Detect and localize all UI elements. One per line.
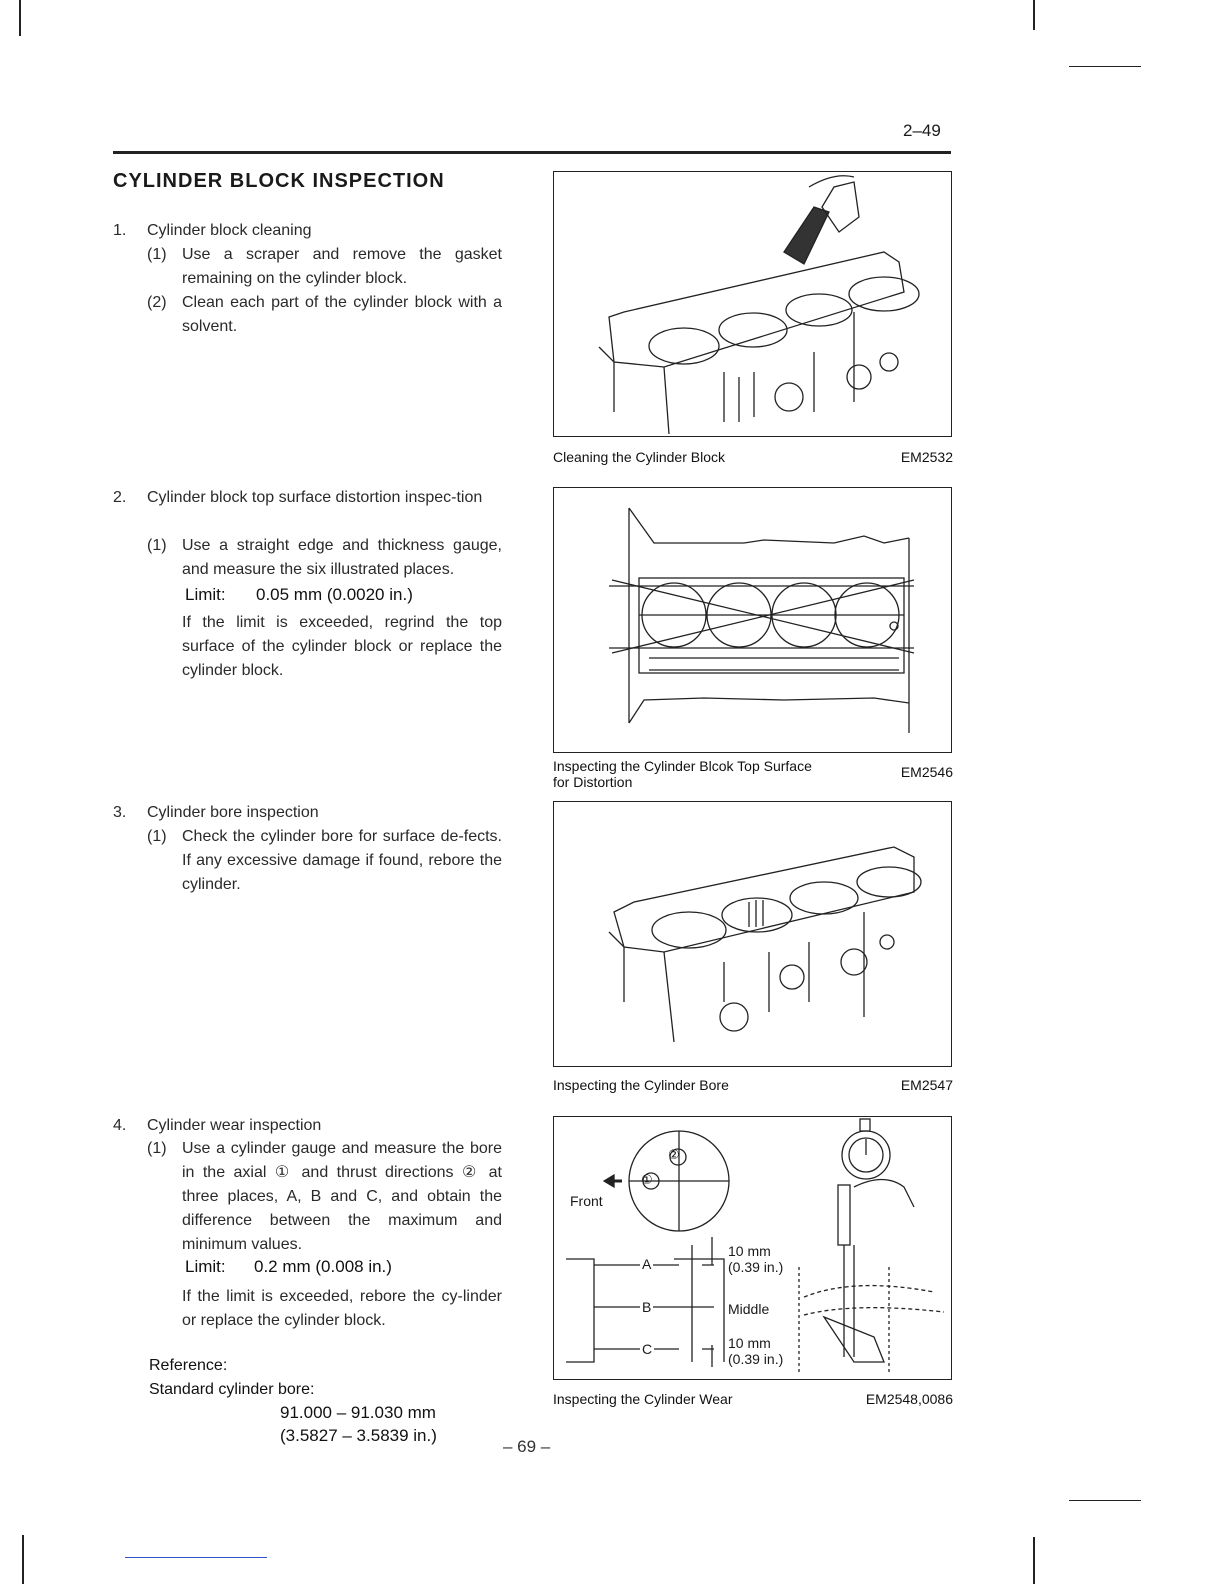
step-title: Cylinder bore inspection — [147, 804, 319, 821]
wear-circle-1: ① — [641, 1172, 653, 1187]
crop-mark — [1033, 1537, 1035, 1584]
wear-circle-2: ② — [668, 1147, 680, 1162]
bore-illustration — [554, 802, 951, 1066]
figure-code: EM2532 — [900, 449, 953, 465]
footer-line — [125, 1557, 267, 1558]
wear-bottom-in: (0.39 in.) — [728, 1351, 784, 1367]
figure-bore — [553, 801, 952, 1067]
step-title: Cylinder block cleaning — [147, 222, 312, 239]
substep-text: Use a cylinder gauge and measure the bore in the axial ① and thrust directions ② at three places, A, B and C, and obtain the difference between the maximum and minimum values. — [182, 1140, 502, 1253]
figure-code: EM2547 — [900, 1077, 953, 1093]
step-number: 2. — [113, 489, 127, 506]
wear-label-b: B — [642, 1299, 652, 1315]
crop-mark — [22, 1535, 24, 1584]
wear-front-label: Front — [570, 1193, 603, 1209]
step-title: Cylinder block top surface distortion inspec-tion — [147, 489, 483, 506]
wear-label-c: C — [642, 1341, 653, 1357]
figure-caption: Inspecting the Cylinder Bore — [553, 1077, 729, 1093]
header-rule — [113, 151, 951, 154]
substep-number: (1) — [147, 828, 167, 845]
step-note: If the limit is exceeded, rebore the cy-linder or replace the cylinder block. — [182, 1288, 502, 1329]
limit-label: Limit: — [185, 585, 226, 604]
wear-middle: Middle — [728, 1301, 770, 1317]
substep-number: (1) — [147, 246, 167, 263]
crop-mark — [1069, 1500, 1141, 1501]
figure-code: EM2548,0086 — [865, 1391, 953, 1407]
substep-text: Use a straight edge and thickness gauge, and measure the six illustrated places. — [182, 537, 502, 578]
step-number: 3. — [113, 804, 127, 821]
footer-page-number: – 69 – — [503, 1437, 551, 1456]
substep-text: Check the cylinder bore for surface de-fects. If any excessive damage if found, rebore the cylinder. — [182, 828, 502, 893]
substep-number: (1) — [147, 1140, 167, 1157]
wear-top-mm: 10 mm — [728, 1243, 771, 1259]
substep-number: (2) — [147, 294, 167, 311]
figure-distortion — [553, 487, 952, 753]
limit-value: 0.05 mm (0.0020 in.) — [256, 585, 413, 604]
wear-bottom-mm: 10 mm — [728, 1335, 771, 1351]
reference-value-mm: 91.000 – 91.030 mm — [280, 1403, 436, 1422]
distortion-illustration — [554, 488, 951, 752]
wear-label-a: A — [642, 1256, 652, 1272]
reference-value-in: (3.5827 – 3.5839 in.) — [280, 1426, 437, 1445]
step-note: If the limit is exceeded, regrind the top surface of the cylinder block or replace the cylinder block. — [182, 614, 502, 679]
step-title: Cylinder wear inspection — [147, 1117, 322, 1134]
crop-mark — [1033, 0, 1035, 30]
wear-top-in: (0.39 in.) — [728, 1259, 784, 1275]
section-title: CYLINDER BLOCK INSPECTION — [113, 170, 445, 192]
limit-value: 0.2 mm (0.008 in.) — [254, 1257, 392, 1276]
step-number: 4. — [113, 1117, 127, 1134]
crop-mark — [19, 0, 21, 36]
reference-label: Reference: — [149, 1357, 228, 1374]
figure-wear — [553, 1116, 952, 1380]
cleaning-illustration — [554, 172, 951, 436]
page-number: 2–49 — [903, 121, 941, 140]
figure-code: EM2546 — [900, 764, 953, 780]
figure-caption: Cleaning the Cylinder Block — [553, 449, 725, 465]
limit-label: Limit: — [185, 1257, 226, 1276]
reference-item: Standard cylinder bore: — [149, 1381, 315, 1398]
figure-caption: Inspecting the Cylinder Blcok Top Surface for Distortion — [553, 758, 812, 790]
step-number: 1. — [113, 222, 127, 239]
crop-mark — [1069, 66, 1141, 67]
substep-text: Clean each part of the cylinder block with a solvent. — [182, 294, 502, 335]
figure-cleaning — [553, 171, 952, 437]
figure-caption: Inspecting the Cylinder Wear — [553, 1391, 733, 1407]
substep-text: Use a scraper and remove the gasket remaining on the cylinder block. — [182, 246, 502, 287]
substep-number: (1) — [147, 537, 167, 554]
